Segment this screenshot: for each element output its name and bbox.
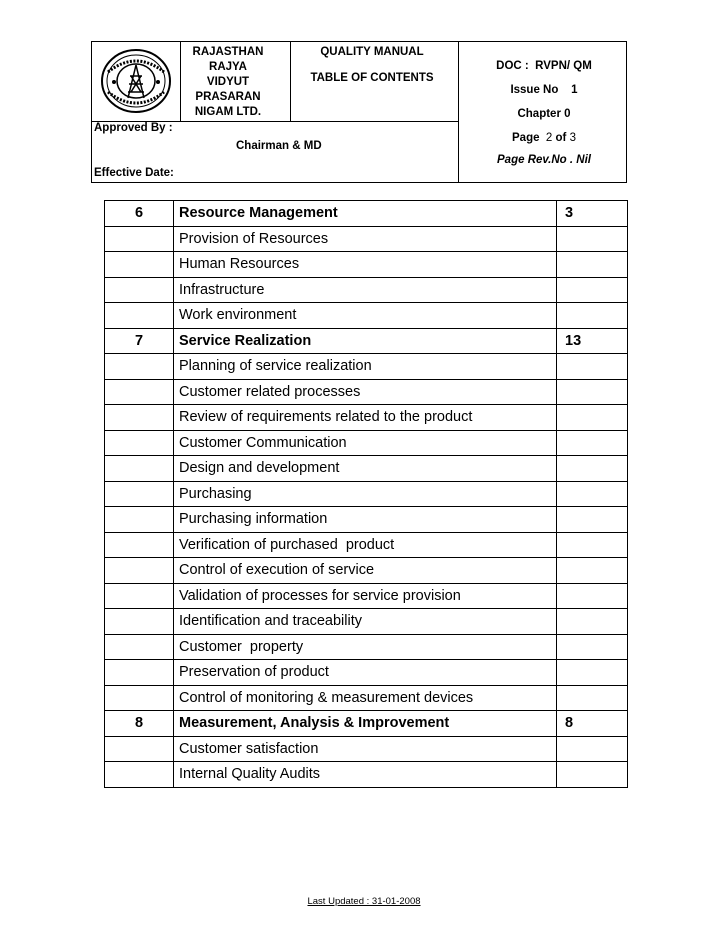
subsection-row: [105, 558, 628, 584]
subsection-row: [105, 634, 628, 660]
subsection-title: Provision of Resources: [174, 226, 557, 252]
section-page: [557, 609, 628, 635]
issue-number: Issue No 1: [510, 84, 578, 96]
subsection-row: [105, 762, 628, 788]
section-page: [557, 558, 628, 584]
subsection-row: [105, 507, 628, 533]
subsection-row: [105, 583, 628, 609]
subsection-title: Infrastructure: [174, 277, 557, 303]
subsection-title: Preservation of product: [174, 660, 557, 686]
subsection-row: [105, 226, 628, 252]
header-divider: [290, 42, 291, 122]
subsection-title: Work environment: [174, 303, 557, 329]
page-number: [464, 132, 624, 144]
subsection-row: [105, 354, 628, 380]
subsection-row: [105, 609, 628, 635]
section-number: [105, 456, 174, 482]
section-page: [557, 430, 628, 456]
section-page: [557, 405, 628, 431]
section-number: [105, 226, 174, 252]
organization-name-line: RAJYA: [209, 61, 247, 73]
page-current: 2: [545, 132, 553, 144]
section-number: [105, 532, 174, 558]
subsection-title: Control of execution of service: [174, 558, 557, 584]
header-divider: [180, 42, 181, 122]
section-number: [105, 354, 174, 380]
footer: [0, 896, 728, 907]
header-divider: [458, 42, 459, 183]
subsection-row: [105, 736, 628, 762]
subsection-title: Purchasing: [174, 481, 557, 507]
section-number: [105, 252, 174, 278]
section-number: [105, 303, 174, 329]
document-header: [91, 41, 627, 183]
section-number: [105, 277, 174, 303]
organization-name-line: PRASARAN: [195, 91, 261, 103]
section-page: [557, 507, 628, 533]
subsection-title: Human Resources: [174, 252, 557, 278]
section-page: [557, 456, 628, 482]
section-page: [557, 762, 628, 788]
subsection-row: [105, 685, 628, 711]
section-number: [105, 558, 174, 584]
subsection-title: Validation of processes for service provision: [174, 583, 557, 609]
section-page: 3: [557, 201, 628, 227]
section-page: [557, 379, 628, 405]
subsection-title: Planning of service realization: [174, 354, 557, 380]
section-page: [557, 354, 628, 380]
subsection-row: [105, 532, 628, 558]
contents-table-body: [105, 201, 628, 788]
subsection-row: [105, 481, 628, 507]
organization-name-line: VIDYUT: [206, 76, 250, 88]
section-number: [105, 583, 174, 609]
section-title: TABLE OF CONTENTS: [310, 72, 434, 84]
company-seal-icon: [100, 48, 172, 114]
subsection-title: Internal Quality Audits: [174, 762, 557, 788]
section-page: [557, 660, 628, 686]
subsection-title: Design and development: [174, 456, 557, 482]
section-number: [105, 660, 174, 686]
subsection-title: Customer Communication: [174, 430, 557, 456]
contents-table: [104, 200, 628, 788]
section-number: 6: [105, 201, 174, 227]
section-page: [557, 481, 628, 507]
section-row: [105, 328, 628, 354]
section-page: [557, 583, 628, 609]
organization-name-line: NIGAM LTD.: [194, 106, 262, 118]
subsection-row: [105, 252, 628, 278]
organization-name: [184, 45, 272, 120]
section-page: [557, 277, 628, 303]
subsection-row: [105, 379, 628, 405]
section-page: 8: [557, 711, 628, 737]
section-page: [557, 634, 628, 660]
section-number: [105, 634, 174, 660]
section-page: [557, 736, 628, 762]
effective-date-label: Effective Date:: [94, 167, 174, 179]
approved-by-label: Approved By :: [94, 122, 173, 134]
section-number: [105, 736, 174, 762]
section-number: [105, 481, 174, 507]
section-page: [557, 226, 628, 252]
page-of-label: of: [555, 132, 567, 144]
section-number: [105, 507, 174, 533]
section-page: [557, 252, 628, 278]
document-number: DOC : RVPN/ QM: [496, 60, 592, 72]
page-total: 3: [569, 132, 576, 144]
subsection-title: Customer satisfaction: [174, 736, 557, 762]
section-number: [105, 430, 174, 456]
page-label: Page: [512, 132, 540, 144]
section-number: [105, 405, 174, 431]
section-title: Service Realization: [174, 328, 557, 354]
section-number: [105, 609, 174, 635]
section-page: [557, 532, 628, 558]
subsection-row: [105, 456, 628, 482]
subsection-title: Review of requirements related to the product: [174, 405, 557, 431]
subsection-row: [105, 277, 628, 303]
subsection-row: [105, 405, 628, 431]
subsection-row: [105, 430, 628, 456]
chapter-number: Chapter 0: [517, 108, 571, 120]
subsection-title: Control of monitoring & measurement devices: [174, 685, 557, 711]
page-revision: Page Rev.No . Nil: [497, 154, 591, 166]
subsection-row: [105, 660, 628, 686]
section-page: [557, 303, 628, 329]
subsection-title: Customer property: [174, 634, 557, 660]
section-title: Resource Management: [174, 201, 557, 227]
subsection-title: Customer related processes: [174, 379, 557, 405]
section-row: [105, 711, 628, 737]
section-page: 13: [557, 328, 628, 354]
section-number: [105, 379, 174, 405]
section-number: [105, 685, 174, 711]
section-row: [105, 201, 628, 227]
manual-title: QUALITY MANUAL: [320, 46, 424, 58]
section-number: 8: [105, 711, 174, 737]
section-title: Measurement, Analysis & Improvement: [174, 711, 557, 737]
subsection-row: [105, 303, 628, 329]
subsection-title: Identification and traceability: [174, 609, 557, 635]
section-number: [105, 762, 174, 788]
section-page: [557, 685, 628, 711]
subsection-title: Verification of purchased product: [174, 532, 557, 558]
last-updated: Last Updated : 31-01-2008: [307, 896, 421, 907]
organization-name-line: RAJASTHAN: [192, 46, 264, 58]
section-number: 7: [105, 328, 174, 354]
subsection-title: Purchasing information: [174, 507, 557, 533]
approver-name: Chairman & MD: [236, 140, 322, 152]
